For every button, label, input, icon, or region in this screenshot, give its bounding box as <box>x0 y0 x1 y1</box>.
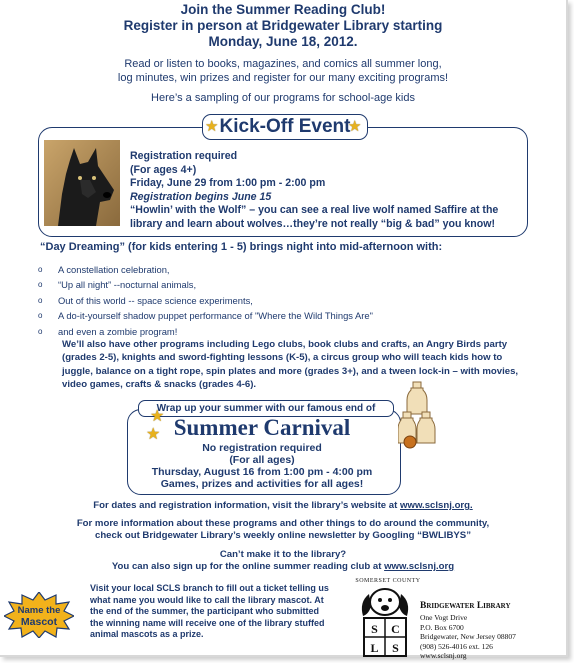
wolf-photo <box>44 140 120 226</box>
list-item: o A constellation celebration, <box>38 262 373 277</box>
kickoff-line-6: library and learn about wolves…they’re not really “big & bad” you know! <box>130 217 495 230</box>
kickoff-line-1: Registration required <box>130 150 238 162</box>
name-the-mascot-badge <box>4 592 74 638</box>
list-item: o and even a zombie program! <box>38 324 373 339</box>
footer-line-4: Can’t make it to the library? <box>219 549 347 560</box>
footer-line-5-text: You can also sign up for the online summer reading club at <box>111 561 385 572</box>
intro-line-1: Read or listen to books, magazines, and comics all summer long, <box>124 58 442 70</box>
intro-line-3: Here’s a sampling of our programs for school-age kids <box>151 92 415 104</box>
library-web[interactable]: www.sclsnj.org <box>420 651 467 661</box>
mascot-text: Visit your local SCLS branch to fill out a ticket telling us what name you would like to call the library mascot. At the end of the summer, the participant who submitted the winning name will receive one of the library stuffed animal mascots as a prize. <box>90 583 329 639</box>
footer-line-5 <box>0 561 566 574</box>
address-line-3: Bridgewater, New Jersey 08807 <box>420 632 516 642</box>
star-icon: ★ <box>205 118 219 135</box>
kickoff-line-3: Friday, June 29 from 1:00 pm - 2:00 pm <box>130 177 326 189</box>
library-address <box>420 613 516 661</box>
library-logo-block <box>348 578 568 663</box>
list-item: o “Up all night” --nocturnal animals, <box>38 277 373 292</box>
badge-line-2: Mascot <box>20 616 58 628</box>
online-club-link[interactable]: www.sclsnj.org <box>384 561 455 572</box>
kickoff-line-5: “Howlin’ with the Wolf” – you can see a real live wolf named Saffire at the <box>130 204 499 216</box>
sign-letter: C <box>391 622 400 636</box>
star-icon: ★ <box>146 426 161 443</box>
daydream-list <box>38 262 373 339</box>
badge-line-1: Name the <box>17 605 61 616</box>
county-label: SOMERSET COUNTY <box>355 578 421 584</box>
library-name: Bridgewater Library <box>420 601 511 611</box>
programs-paragraph: We’ll also have other programs including Lego clubs, book clubs and crafts, an Angry Birds party (grades 2-5), knights and sword-fighting lessons (K-5), a circus group who will teach kids how to juggle, balance on a tight rope, spin plates and more (grades 3+), and a tween lock-in – with movies, video games, crafts & snacks (grades 4-6). <box>62 339 519 390</box>
intro-line-2: log minutes, win prizes and register for our many exciting programs! <box>117 72 449 84</box>
kickoff-line-4: Registration begins June 15 <box>130 190 272 203</box>
footer-line-2: For more information about these programs and other things to do around the community, <box>76 518 490 529</box>
carnival-line-4: Games, prizes and activities for all ages! <box>160 478 364 490</box>
milk-bottles-icon <box>398 376 442 450</box>
daydream-heading: “Day Dreaming” (for kids entering 1 - 5) brings night into mid-afternoon with: <box>40 241 443 253</box>
kickoff-banner <box>202 114 368 140</box>
carnival-banner-text: Wrap up your summer with our famous end of <box>156 403 376 414</box>
phone: (908) 526-4016 ext. 126 <box>420 641 493 651</box>
footer-line-1 <box>0 500 566 513</box>
kickoff-details <box>130 150 530 231</box>
kickoff-line-2: (For ages 4+) <box>130 163 197 176</box>
list-item: o Out of this world -- space science experiments, <box>38 293 373 308</box>
list-item: o A do-it-yourself shadow puppet performance of "Where the Wild Things Are" <box>38 308 373 323</box>
kickoff-title: Kick-Off Event <box>219 116 351 137</box>
address-line-1: One Vogt Drive <box>420 613 468 622</box>
header-line-3: Monday, June 18, 2012. <box>208 34 358 49</box>
carnival-line-1: No registration required <box>202 442 322 454</box>
carnival-title: Summer Carnival <box>173 415 351 440</box>
carnival-line-3: Thursday, August 16 from 1:00 pm - 4:00 pm <box>151 466 373 478</box>
sign-letter: S <box>371 622 378 636</box>
footer-line-1-text: For dates and registration information, visit the library’s website at <box>93 500 401 511</box>
carnival-line-2: (For all ages) <box>229 454 295 466</box>
header-line-2: Register in person at Bridgewater Library starting <box>123 18 443 33</box>
header-line-1: Join the Summer Reading Club! <box>180 2 386 17</box>
website-link[interactable]: www.sclsnj.org. <box>400 500 473 511</box>
star-icon: ★ <box>348 118 362 135</box>
address-line-2: P.O. Box 6700 <box>420 622 464 632</box>
footer-line-3: check out Bridgewater Library’s weekly online newsletter by Googling “BWLIBYS” <box>94 530 471 541</box>
dog-mascot-logo <box>350 584 420 660</box>
sign-letter: L <box>370 641 379 655</box>
sign-letter: S <box>392 641 399 655</box>
star-icon: ★ <box>150 408 165 425</box>
